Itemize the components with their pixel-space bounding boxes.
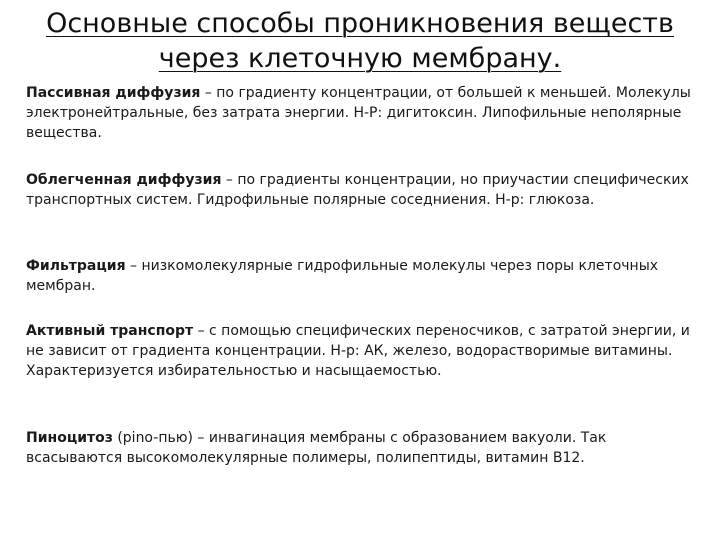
paragraph-passive-diffusion [26, 83, 696, 143]
description-pinocytosis: (pino-пью) – инвагинация мембраны с образованием вакуоли. Так всасываются высокомолекулярные полимеры, полипептиды, витамин В12. [26, 430, 607, 466]
paragraph-active-transport [26, 321, 696, 381]
slide-title: Основные способы проникновения веществ через клеточную мембрану. [46, 8, 674, 74]
term-active-transport: Активный транспорт [26, 323, 194, 339]
term-filtration: Фильтрация [26, 258, 126, 274]
term-passive-diffusion: Пассивная диффузия [26, 85, 201, 101]
term-pinocytosis: Пиноцитоз [26, 430, 113, 446]
paragraph-pinocytosis [26, 428, 696, 468]
description-passive-diffusion: – по градиенту концентрации, от большей к меньшей. Молекулы электронейтральные, без затрата энергии. Н-Р: дигитоксин. Липофильные неполярные вещества. [26, 85, 691, 141]
description-filtration: – низкомолекулярные гидрофильные молекулы через поры клеточных мембран. [26, 258, 659, 294]
paragraph-facilitated-diffusion [26, 170, 696, 210]
term-facilitated-diffusion: Облегченная диффузия [26, 172, 222, 188]
description-facilitated-diffusion: – по градиенты концентрации, но приучастии специфических транспортных систем. Гидрофильные полярные соседниения. Н-р: глюкоза. [26, 172, 689, 208]
paragraph-filtration [26, 256, 696, 296]
description-active-transport: – с помощью специфических переносчиков, с затратой энергии, и не зависит от градиента концентрации. Н-р: АК, железо, водорастворимые витамины. Характеризуется избирательностью и насыщаемостью. [26, 323, 690, 379]
